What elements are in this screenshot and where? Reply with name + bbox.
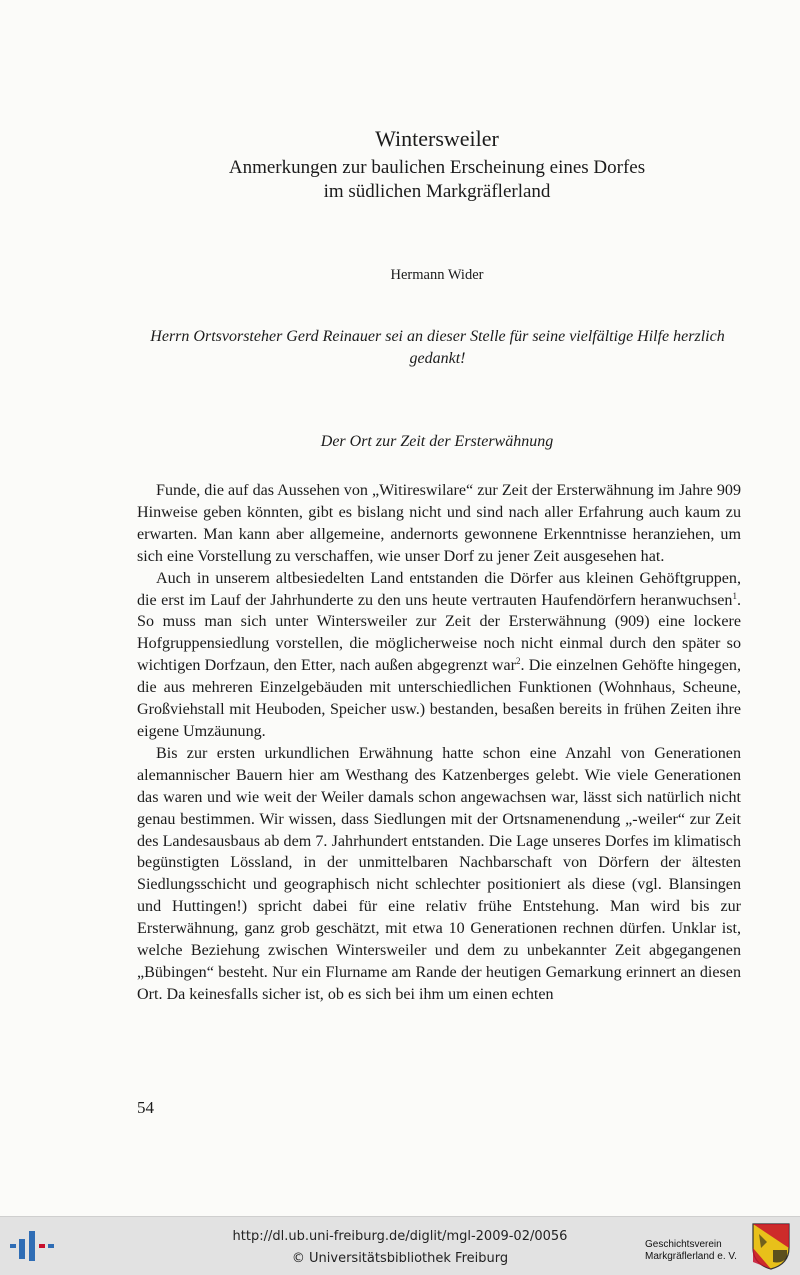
society-line2: Markgräflerland e. V. bbox=[645, 1251, 737, 1262]
dedication: Herrn Ortsvorsteher Gerd Reinauer sei an dieser Stelle für seine vielfältige Hilfe herzlich gedankt! bbox=[150, 328, 725, 367]
page-number: 54 bbox=[137, 1098, 154, 1117]
body-text bbox=[137, 480, 741, 1006]
paragraph: Bis zur ersten urkundlichen Erwähnung hatte schon eine Anzahl von Generationen alemannischer Bauern hier am Westhang des Katzenberges gelebt. Wie viele Generationen das waren und wie weit der Weiler damals schon angewachsen war, lässt sich natürlich nicht genau bestimmen. Wir wissen, dass Siedlungen mit der Ortsnamenendung „-weiler“ zur Zeit des Landesausbaus ab dem 7. Jahrhundert entstanden. Die Lage unseres Dorfes im klimatisch begünstigten Lössland, in der unmittelbaren Nachbarschaft von Dörfern der ältesten Siedlungsschicht und geographisch nicht schlechter positioniert als diese (vgl. Blansingen und Huttingen!) spricht dabei für eine relativ frühe Entstehung. Man wird bis zur Ersterwähnung, ganz grob geschätzt, mit etwa 10 Generationen rechnen dürfen. Unklar ist, welche Beziehung zwischen Wintersweiler und dem zu unbekannter Zeit abgegangenen „Bübingen“ besteht. Nur ein Flurname am Rande der heutigen Gemarkung erinnert an diesen Ort. Da keinesfalls sicher ist, ob es sich bei ihm um einen echten bbox=[137, 744, 741, 1003]
society-name bbox=[645, 1239, 737, 1263]
footnote-ref[interactable]: 2 bbox=[515, 656, 521, 667]
section-heading: Der Ort zur Zeit der Ersterwähnung bbox=[320, 433, 554, 450]
copyright-notice: © Universitätsbibliothek Freiburg bbox=[291, 1251, 509, 1266]
article-subtitle-line1: Anmerkungen zur baulichen Erscheinung eines Dorfes bbox=[228, 157, 646, 178]
paragraph bbox=[137, 568, 741, 743]
footer-bar bbox=[0, 1216, 800, 1275]
paragraph-text: . Die einzelnen Gehöfte hingegen, die aus mehreren Einzelgebäuden mit unterschiedlichen Funktionen (Wohnhaus, Scheune, Großviehstall mit Heuboden, Speicher usw.) bestanden, besaßen bereits in frühen Zeiten ihre eigene Umzäunung. bbox=[137, 657, 741, 740]
footnote-ref[interactable]: 1 bbox=[732, 590, 737, 601]
article-subtitle-line2: im südlichen Markgräflerland bbox=[323, 181, 551, 202]
coat-of-arms-icon bbox=[751, 1222, 791, 1270]
permalink-url[interactable]: http://dl.ub.uni-freiburg.de/diglit/mgl-2009-02/0056 bbox=[232, 1229, 568, 1244]
society-line1: Geschichtsverein bbox=[645, 1239, 722, 1250]
paragraph: Funde, die auf das Aussehen von „Witireswilare“ zur Zeit der Ersterwähnung im Jahre 909 Hinweise geben könnten, gibt es bislang nicht und sind nach aller Erfahrung auch kaum zu erwarten. Man kann aber allgemeine, andernorts gewonnene Erkenntnisse heranziehen, um sich eine Vorstellung zu verschaffen, wie unser Dorf zu jener Zeit ausgesehen hat. bbox=[137, 482, 741, 565]
paragraph-text: Auch in unserem altbesiedelten Land entstanden die Dörfer aus kleinen Gehöftgruppen, die erst im Lauf der Jahrhunderte zu den uns heute vertrauten Haufendörfern heranwuchsen bbox=[137, 569, 741, 609]
author-name: Hermann Wider bbox=[390, 267, 484, 283]
paragraph-text: . So muss man sich unter Wintersweiler zur Zeit der Ersterwähnung (909) eine lockere Hofgruppensiedlung vorstellen, die möglicherweise noch nicht einmal durch den später so wichtigen Dorfzaun, den Etter, nach außen abgegrenzt war bbox=[137, 591, 741, 675]
article-title: Wintersweiler bbox=[375, 126, 499, 151]
